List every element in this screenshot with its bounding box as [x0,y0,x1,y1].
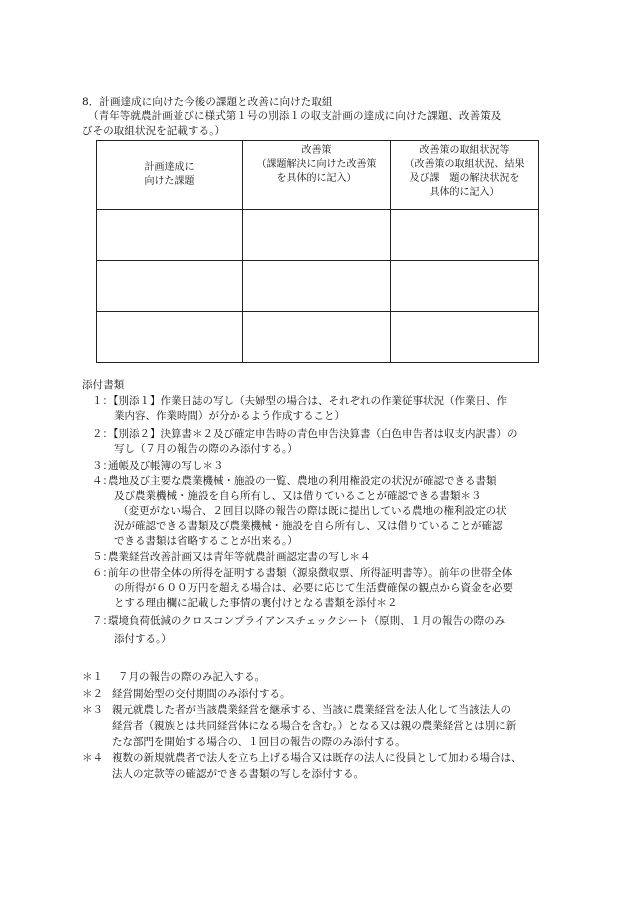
document-page: 8．計画達成に向けた今後の課題と改善に向けた取組 （青年等就農計画並びに様式第１号の別添１の収支計画の達成に向けた課題、改善策及 びその取組状況を記載する。） 計画達成に 向けた課題 改善策 （課題解決に向けた改善策 を具体的に記入） 改善策の取組状況等 （改善策の取組状況、結果 及び課 題の解決状況を 具体的に記入） 添付書類 １： 【別添１】作業日誌の写し（夫婦型の場合は、それぞれの作業従事状況（作業日、作 業内容、作業時間）が分かるよう作成すること） ２： 【別添２】決算書＊２及び確定申告時の青色申告決算書（白色申告者は収支内訳書）の 写し（７月の報告の際のみ添付する。） ３： 通帳及び帳簿の写し＊３ ４： 農地及び主要な農業機械・施設の一覧、農地の利用権設定の状況が確認できる書類 及び農業機械・施設を自ら所有し、又は借りていることが確認できる書類＊３ （変更がない場合、２回目以降の報告の際は既に提出している農地の権利設定の状 況が確認できる書類及び農業機械・施設を自ら所有し、又は借りていることが確認 できる書類は省略することが出来る。） ５： 農業経営改善計画又は青年等就農計画認定書の写し＊４ ６： 前年の世帯全体の所得を証明する書類（源泉徴収票、所得証明書等）。前年の世帯全体 の所得が６００万円を超える場合は、必要に応じて生活費確保の観点から資金を必要 とする理由欄に記載した事情の裏付けとなる書類を添付＊２ ７： 環境負荷低減のクロスコンプライアンスチェックシート（原則、１月の報告の際のみ 添付する。） ＊１ ７月の報告の際のみ記入する。 ＊２ 経営開始型の交付期間のみ添付する。 ＊３ 親元就農した者が当該農業経営を継承する、当該に農業経営を法人化して当該法人の 経営者（親族とは共同経営体になる場合を含む。）となる又は親の農業経営とは別に新 たな部門を開始する場合の、１回目の報告の際のみ添付する。 ＊４ 複数の新規就農者で法人を立ち上げる場合又は既存の法人に役員として加わる場合は、 法人の定款等の確認ができる書類の写しを添付する。 [0,0,630,903]
header-improvements: 改善策 （課題解決に向けた改善策 を具体的に記入） [243,141,391,210]
attachments-title: 添付書類 [82,379,125,391]
progress-cell[interactable] [391,210,539,261]
section-8-title: 8．計画達成に向けた今後の課題と改善に向けた取組 [82,96,333,108]
table-row [97,210,539,261]
improvement-cell[interactable] [243,210,391,261]
progress-cell[interactable] [391,261,539,312]
improvement-cell[interactable] [243,261,391,312]
table-row [97,261,539,312]
table-header-row [97,141,539,210]
improvement-cell[interactable] [243,312,391,363]
table-row [97,312,539,363]
issue-cell[interactable] [97,312,243,363]
header-progress: 改善策の取組状況等 （改善策の取組状況、結果 及び課 題の解決状況を 具体的に記入） [391,141,539,210]
issue-cell[interactable] [97,210,243,261]
plan-issues-table [96,140,539,363]
section-8-note-line2: びその取組状況を記載する。） [82,125,226,137]
progress-cell[interactable] [391,312,539,363]
issue-cell[interactable] [97,261,243,312]
header-issues: 計画達成に 向けた課題 [97,141,243,210]
section-8-note-line1: （青年等就農計画並びに様式第１号の別添１の収支計画の達成に向けた課題、改善策及 [88,110,502,122]
